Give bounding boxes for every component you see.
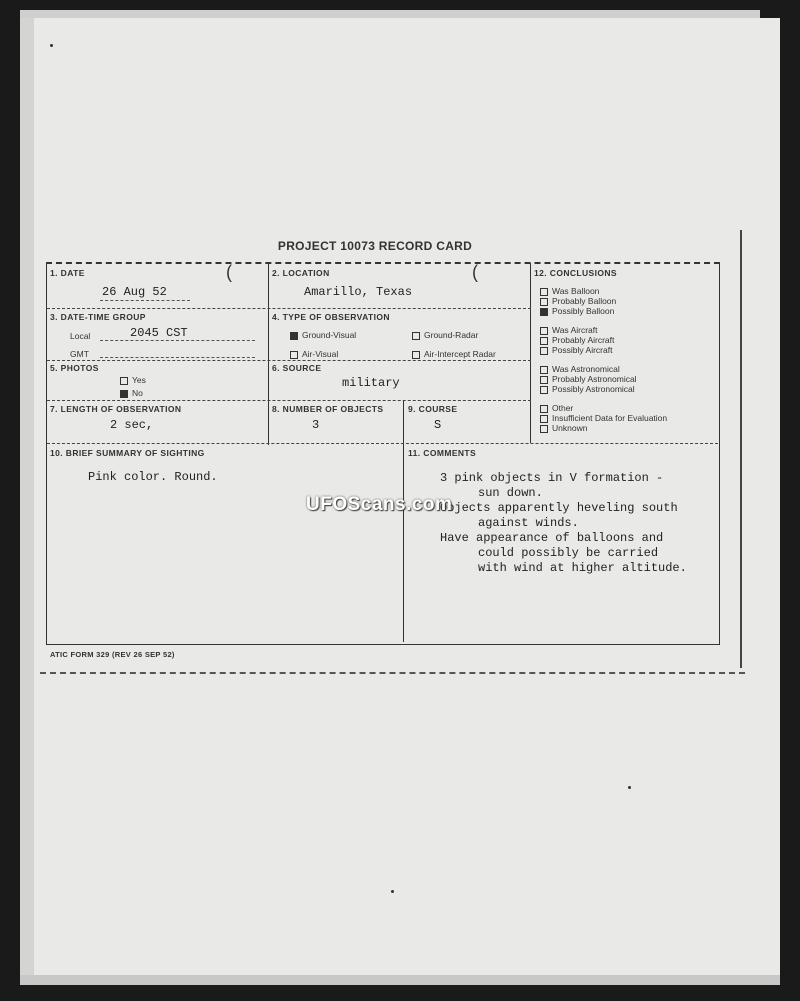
comment-line: sun down. — [478, 486, 543, 500]
conclusion-item: Other — [540, 403, 667, 413]
scan-edge-bottom — [20, 975, 780, 985]
conclusion-item: Probably Balloon — [540, 296, 616, 306]
scan-edge-left — [20, 18, 34, 983]
checkbox-icon — [540, 425, 548, 433]
dtg-gmt-underline — [100, 357, 255, 358]
summary-label: 10. BRIEF SUMMARY OF SIGHTING — [50, 448, 205, 458]
conclusion-item: Was Balloon — [540, 286, 616, 296]
checkbox-icon — [540, 337, 548, 345]
comments-label: 11. COMMENTS — [408, 448, 477, 458]
dtg-local-label: Local — [70, 331, 91, 341]
checkbox-icon — [540, 347, 548, 355]
source-label: 6. SOURCE — [272, 363, 322, 373]
location-value: Amarillo, Texas — [304, 285, 413, 299]
photos-option-no: No — [120, 388, 143, 398]
checkbox-icon — [290, 351, 298, 359]
conclusion-item: Unknown — [540, 423, 667, 433]
length-value: 2 sec, — [110, 418, 154, 432]
course-value: S — [434, 418, 442, 432]
scan-speck — [628, 786, 631, 789]
comment-line: Have appearance of balloons and — [440, 531, 664, 545]
checkbox-icon — [540, 386, 548, 394]
checkbox-icon — [540, 376, 548, 384]
scan-speck — [391, 890, 394, 893]
conclusion-group-other — [540, 403, 667, 433]
comment-line: with wind at higher altitude. — [478, 561, 687, 575]
type-option-ground-radar: Ground-Radar — [412, 330, 478, 340]
grid-line — [47, 443, 718, 444]
dtg-local-value: 2045 CST — [130, 326, 188, 340]
comment-line: 3 pink objects in V formation - — [440, 471, 664, 485]
grid-line — [268, 263, 269, 445]
comment-line: Objects apparently heveling south — [440, 501, 678, 515]
checkbox-icon — [540, 327, 548, 335]
number-label: 8. NUMBER OF OBJECTS — [272, 404, 384, 414]
checkbox-icon — [412, 351, 420, 359]
type-option-air-visual: Air-Visual — [290, 349, 338, 359]
conclusion-item: Was Astronomical — [540, 364, 637, 374]
checkbox-icon — [120, 377, 128, 385]
watermark: UFOScans.com — [306, 494, 453, 515]
type-label: 4. TYPE OF OBSERVATION — [272, 312, 390, 322]
grid-line — [47, 400, 531, 401]
number-value: 3 — [312, 418, 320, 432]
source-value: military — [342, 376, 400, 390]
photos-label: 5. PHOTOS — [50, 363, 99, 373]
checkbox-icon — [540, 288, 548, 296]
checkbox-icon — [540, 405, 548, 413]
checkbox-icon — [412, 332, 420, 340]
dtg-gmt-label: GMT — [70, 349, 89, 359]
grid-line — [47, 360, 531, 361]
summary-value: Pink color. Round. — [88, 470, 218, 484]
checkbox-icon — [540, 366, 548, 374]
date-value: 26 Aug 52 — [102, 285, 167, 299]
grid-line — [530, 263, 531, 443]
grid-line — [403, 401, 404, 642]
course-label: 9. COURSE — [408, 404, 458, 414]
dtg-local-underline — [100, 340, 255, 341]
length-label: 7. LENGTH OF OBSERVATION — [50, 404, 182, 414]
punch-mark: ( — [472, 262, 478, 282]
comment-line: against winds. — [478, 516, 579, 530]
conclusion-group-astronomical — [540, 364, 637, 394]
date-label: 1. DATE — [50, 268, 85, 278]
checkbox-icon — [290, 332, 298, 340]
scan-speck — [50, 44, 53, 47]
form-number: ATIC FORM 329 (REV 26 SEP 52) — [50, 650, 175, 659]
dtg-label: 3. DATE-TIME GROUP — [50, 312, 146, 322]
location-label: 2. LOCATION — [272, 268, 330, 278]
punch-mark: ( — [226, 262, 232, 282]
card-bottom-edge — [40, 672, 745, 674]
document-title: PROJECT 10073 RECORD CARD — [277, 239, 473, 253]
date-underline — [100, 300, 190, 301]
conclusion-item: Was Aircraft — [540, 325, 614, 335]
type-option-air-intercept: Air-Intercept Radar — [412, 349, 496, 359]
photos-option-yes: Yes — [120, 375, 146, 385]
checkbox-icon — [540, 298, 548, 306]
conclusion-item: Insufficient Data for Evaluation — [540, 413, 667, 423]
checkbox-icon — [120, 390, 128, 398]
conclusion-item: Probably Aircraft — [540, 335, 614, 345]
conclusion-item: Probably Astronomical — [540, 374, 637, 384]
conclusion-item: Possibly Astronomical — [540, 384, 637, 394]
margin-rule — [740, 230, 742, 668]
conclusion-item: Possibly Balloon — [540, 306, 616, 316]
conclusion-item: Possibly Aircraft — [540, 345, 614, 355]
conclusion-group-balloon — [540, 286, 616, 316]
checkbox-icon — [540, 308, 548, 316]
conclusion-group-aircraft — [540, 325, 614, 355]
comment-line: could possibly be carried — [478, 546, 659, 560]
checkbox-icon — [540, 415, 548, 423]
type-option-ground-visual: Ground-Visual — [290, 330, 356, 340]
conclusions-label: 12. CONCLUSIONS — [534, 268, 617, 278]
grid-line — [47, 308, 531, 309]
